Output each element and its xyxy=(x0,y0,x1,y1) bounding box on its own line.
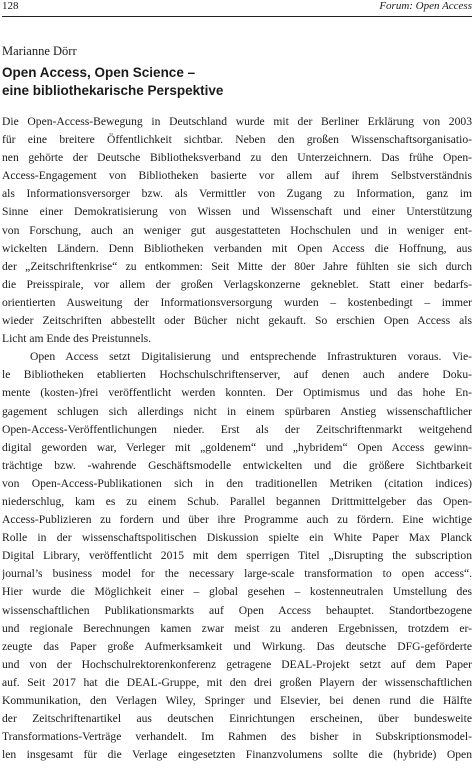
text-line: auf. Seit 2017 hat die DEAL-Gruppe, mit den drei großen Playern der wissenschaftlichen xyxy=(2,675,472,689)
paragraph-1 xyxy=(2,113,472,348)
text-line: Kommunikation, den Verlagen Wiley, Springer und Elsevier, bei denen rund die Hälfte xyxy=(2,694,472,707)
text-line: Access-Publizieren zu fordern und über ihre Programme auch zu fördern. Eine wichtige xyxy=(2,513,472,527)
text-line: von Open-Access-Publikationen sich in den traditionellen Metriken (citation indices) xyxy=(2,476,472,490)
text-line: der „Zeitschriftenkrise“ zu entkommen: Seit Mitte der 80er Jahre fühlten sie sich durch xyxy=(2,259,472,273)
text-line: mente (kosten-)frei veröffentlicht werden konnten. Der Optimismus und das hohe En- xyxy=(2,386,472,400)
text-line: die Preisspirale, vor allem der großen Verlagskonzerne gekneblet. Statt einer bedarfs- xyxy=(2,277,472,291)
text-line: zeugte das Paper große Aufmerksamkeit und Wirkung. Das deutsche DFG-geförderte xyxy=(2,639,472,653)
text-line: Digital Library, veröffentlicht 2015 mit dem sperrigen Titel „Disrupting the subscription xyxy=(2,549,472,563)
text-line: und regionale Berechnungen kamen zwar meist zu anderen Ergebnissen, trotzdem er- xyxy=(2,621,472,635)
text-line: Hier wurde die Möglichkeit einer – global gesehen – kostenneutralen Umstellung des xyxy=(2,585,472,599)
body-text xyxy=(2,113,472,764)
author-name: Marianne Dörr xyxy=(2,44,77,58)
text-line: und von der Hochschulrektorenkonferenz getragene DEAL-Projekt setzt auf dem Paper xyxy=(2,657,472,671)
running-header xyxy=(2,0,472,17)
text-line: journal’s business model for the necessary large-scale transformation to open access“. xyxy=(2,567,472,581)
text-line: Access-Engagement von Bibliotheken basierte vor allem auf ihrem Selbstverständnis xyxy=(2,169,472,183)
text-line: Sinne einer Demokratisierung von Wissen und Wissenschaft und einer Unterstützung xyxy=(2,205,472,219)
text-line: wickelten Ländern. Denn Bibliotheken verbanden mit Open Access die Hoffnung, aus xyxy=(2,241,472,255)
text-line: nen gehörte der Deutsche Bibliotheksverband zu den Unterzeichnern. Das frühe Open- xyxy=(2,151,472,165)
text-line: trächtige bzw. -wahrende Geschäftsmodelle entwickelten und die größere Sichtbarkeit xyxy=(2,458,472,472)
text-line: orientierten Ausweitung der Informationsversorgung wurden – kostenbedingt – immer xyxy=(2,295,472,309)
section-title: Forum: Open Access xyxy=(379,0,472,12)
text-line: Open Access setzt Digitalisierung und entsprechende Infrastrukturen voraus. Vie- xyxy=(30,350,472,364)
text-line: von Forschung, auch an weniger gut ausgestatteten Hochschulen und in weniger ent- xyxy=(2,223,472,237)
article-title-line-2: eine bibliothekarische Perspektive xyxy=(2,83,224,98)
text-line: Licht am Ende des Preistunnels. xyxy=(2,332,152,346)
text-line: wieder Zeitschriften abbestellt oder Bücher nicht gekauft. So erschien Open Access als xyxy=(2,314,472,328)
text-line: niederschlug, kam es zu einem Schub. Parallel begannen Drittmittelgeber das Open- xyxy=(2,494,472,508)
text-line: der Zeitschriftenartikel aus deutschen Einrichtungen erscheinen, über bundesweite xyxy=(2,712,472,726)
text-line: für eine breitere Öffentlichkeit sichtbar. Neben den großen Wissenschaftsorganisatio- xyxy=(2,133,472,147)
paragraph-2 xyxy=(2,348,472,764)
text-line: Open-Access-Veröffentlichungen nieder. Erst als der Zeitschriftenmarkt weitgehend xyxy=(2,422,472,436)
text-line: Transformations-Verträge verhandelt. Im Rahmen des bisher in Subskriptionsmodel- xyxy=(2,730,472,744)
article-title xyxy=(2,64,472,100)
text-line: le Bibliotheken etablierten Hochschulschriftenserver, auf denen auch andere Doku- xyxy=(2,368,472,382)
text-line: wissenschaftlichen Publikationsmarkts auf Open Access behauptet. Standortbezogene xyxy=(2,603,472,617)
article-title-line-1: Open Access, Open Science – xyxy=(2,65,196,80)
text-line: als Informationsversorger bzw. als Vermittler von Zugang zu Information, ganz im xyxy=(2,187,472,201)
text-line: gagement schlugen sich allerdings nicht in einem spürbaren Anstieg wissenschaftlicher xyxy=(2,404,472,418)
text-line: Die Open-Access-Bewegung in Deutschland wurde mit der Berliner Erklärung von 2003 xyxy=(2,115,472,128)
text-line: len insgesamt für die Verlage eingesetzten Finanzvolumens sollte die (hybride) Open xyxy=(2,748,472,762)
page-number: 128 xyxy=(2,0,19,12)
text-line: digital geworden war, Verleger mit „goldenem“ und „hybridem“ Open Access gewinn- xyxy=(2,440,472,454)
text-line: Rolle in der wissenschaftspolitischen Diskussion spielte ein White Paper Max Planck xyxy=(2,531,472,545)
